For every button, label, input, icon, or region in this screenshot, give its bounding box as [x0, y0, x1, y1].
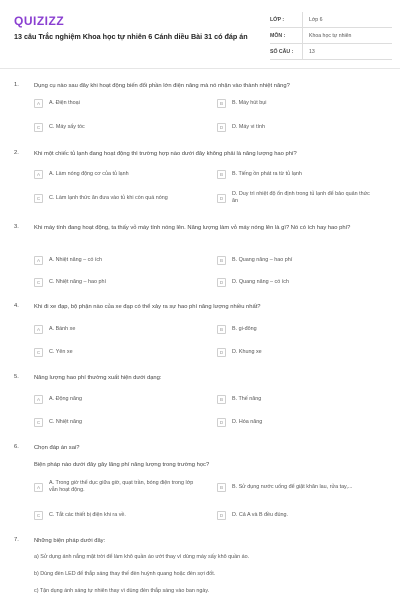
question-4: [14, 303, 388, 363]
option-text: D. Duy trì nhiệt độ ổn định trong tủ lạnh để bảo quản thức ăn: [232, 191, 370, 204]
question-3: [14, 224, 388, 294]
option-letter-box: A: [34, 483, 43, 492]
option-d[interactable]: [217, 189, 382, 207]
option-text: D. Khung xe: [232, 348, 262, 355]
option-b[interactable]: [217, 253, 292, 267]
option-b[interactable]: [217, 322, 257, 336]
option-letter-box: C: [34, 123, 43, 132]
option-a[interactable]: [34, 96, 80, 110]
question-number: 5.: [14, 374, 19, 380]
option-a[interactable]: [34, 253, 102, 267]
option-letter-box: D: [217, 278, 226, 287]
option-text: C. Nhiệt năng – hao phí: [49, 278, 106, 285]
meta-key: SỐ CÂU :: [270, 48, 294, 55]
question-text: Khi máy tính đang hoạt động, ta thấy vỏ máy tính nóng lên. Năng lượng làm vỏ máy nóng lên là gì? Nó có ích hay hao phí?: [34, 225, 351, 231]
option-letter-box: D: [217, 348, 226, 357]
option-text: C. Nhiệt năng: [49, 418, 82, 425]
option-c[interactable]: [34, 191, 168, 205]
option-text: C. Máy sấy tóc: [49, 123, 85, 130]
option-letter-box: A: [34, 99, 43, 108]
option-text: B. Sử dụng nước uống để giặt khăn lau, rửa tay,...: [232, 483, 353, 490]
option-text: A. Điện thoại: [49, 99, 80, 106]
option-d[interactable]: [217, 120, 265, 134]
option-d[interactable]: [217, 275, 289, 289]
option-b[interactable]: [217, 480, 352, 494]
statement-a: a) Sử dụng ánh nắng mặt trời để làm khô quần áo ướt thay vì dùng máy sấy khô quần áo.: [34, 554, 250, 560]
question-6: [14, 444, 388, 530]
option-text: A. Nhiệt năng – có ích: [49, 256, 103, 263]
question-text: Khi một chiếc tủ lạnh đang hoạt động thì trường hợp nào dưới đây không phải là năng lượng hao phí?: [34, 151, 297, 157]
option-text: A. Trong giờ thể dục giữa giờ, quạt trần, bóng điện trong lớp vẫn hoạt động.: [49, 480, 194, 493]
option-d[interactable]: [217, 345, 262, 359]
option-text: A. Động năng: [49, 395, 82, 402]
option-text: B. gi-đông: [232, 325, 257, 332]
option-letter-box: A: [34, 395, 43, 404]
option-c[interactable]: [34, 508, 126, 522]
option-a[interactable]: [34, 478, 209, 496]
question-number: 3.: [14, 224, 19, 230]
option-letter-box: A: [34, 325, 43, 334]
question-7: [14, 537, 388, 599]
option-letter-box: C: [34, 418, 43, 427]
question-text: Khi đi xe đạp, bộ phận nào của xe đạp có thể xảy ra sự hao phí năng lượng nhiều nhất?: [34, 304, 261, 310]
statement-b: b) Dùng đèn LED để thắp sáng thay thế đèn huỳnh quang hoặc đèn sợi đốt.: [34, 571, 216, 577]
option-letter-box: B: [217, 99, 226, 108]
option-letter-box: B: [217, 483, 226, 492]
option-text: C. Làm lạnh thức ăn đưa vào tủ khi còn quá nóng: [49, 194, 168, 201]
option-letter-box: C: [34, 511, 43, 520]
option-letter-box: D: [217, 194, 226, 203]
option-letter-box: A: [34, 256, 43, 265]
option-text: D. Hóa năng: [232, 418, 263, 425]
option-text: B. Máy hút bụi: [232, 99, 267, 106]
question-text: Những biện pháp dưới đây:: [34, 538, 106, 544]
option-c[interactable]: [34, 415, 82, 429]
option-letter-box: A: [34, 170, 43, 179]
meta-row-class: [270, 12, 392, 28]
question-subtext: Biện pháp nào dưới đây gây lãng phí năng lượng trong trường học?: [34, 462, 210, 468]
question-2: [14, 150, 388, 216]
option-c[interactable]: [34, 120, 85, 134]
question-number: 1.: [14, 82, 19, 88]
option-letter-box: D: [217, 418, 226, 427]
option-text: A. Làm nóng động cơ của tủ lạnh: [49, 170, 129, 177]
option-text: B. Tiếng ồn phát ra từ tủ lạnh: [232, 170, 302, 177]
option-letter-box: C: [34, 194, 43, 203]
question-number: 4.: [14, 303, 19, 309]
question-number: 6.: [14, 444, 19, 450]
question-text: Năng lượng hao phí thường xuất hiện dưới dạng:: [34, 375, 162, 381]
option-d[interactable]: [217, 508, 288, 522]
meta-value: 13: [302, 44, 315, 59]
question-number: 2.: [14, 150, 19, 156]
option-c[interactable]: [34, 275, 106, 289]
meta-key: LỚP :: [270, 16, 285, 23]
option-letter-box: B: [217, 170, 226, 179]
statement-c: c) Tận dụng ánh sáng tự nhiên thay vì dùng đèn thắp sáng vào ban ngày.: [34, 588, 210, 594]
worksheet-header: [0, 0, 400, 64]
option-letter-box: D: [217, 511, 226, 520]
question-1: [14, 82, 388, 142]
option-text: D. Cả A và B đều đúng.: [232, 511, 289, 518]
meta-key: MÔN :: [270, 32, 286, 39]
option-letter-box: B: [217, 325, 226, 334]
option-letter-box: C: [34, 278, 43, 287]
header-divider: [0, 68, 400, 69]
meta-value: Khoa học tự nhiên: [302, 28, 351, 43]
question-5: [14, 374, 388, 434]
option-b[interactable]: [217, 392, 261, 406]
meta-row-count: [270, 44, 392, 60]
option-text: B. Quang năng – hao phí: [232, 256, 293, 263]
worksheet-title: 13 câu Trắc nghiệm Khoa học tự nhiên 6 Cánh diều Bài 31 có đáp án: [14, 32, 248, 41]
option-letter-box: C: [34, 348, 43, 357]
option-a[interactable]: [34, 392, 82, 406]
option-a[interactable]: [34, 167, 129, 181]
meta-row-subject: [270, 28, 392, 44]
question-text: Chọn đáp án sai?: [34, 445, 80, 451]
option-text: D. Máy vi tính: [232, 123, 265, 130]
option-text: C. Tắt các thiết bị điện khi ra về.: [49, 511, 126, 518]
quizizz-logo: QUIZIZZ: [14, 14, 65, 28]
option-b[interactable]: [217, 96, 266, 110]
option-text: C. Yên xe: [49, 348, 73, 355]
option-letter-box: B: [217, 256, 226, 265]
option-text: D. Quang năng – có ích: [232, 278, 289, 285]
option-letter-box: D: [217, 123, 226, 132]
worksheet-meta: [270, 12, 392, 60]
question-text: Dụng cụ nào sau đây khi hoạt động biến đổi phần lớn điện năng mà nó nhận vào thành nhiệt năng?: [34, 83, 290, 89]
option-a[interactable]: [34, 322, 75, 336]
option-d[interactable]: [217, 415, 262, 429]
option-b[interactable]: [217, 167, 302, 181]
question-number: 7.: [14, 537, 19, 543]
meta-value: Lớp 6: [302, 12, 323, 27]
option-c[interactable]: [34, 345, 73, 359]
option-text: A. Bánh xe: [49, 325, 76, 332]
option-text: B. Thế năng: [232, 395, 262, 402]
option-letter-box: B: [217, 395, 226, 404]
